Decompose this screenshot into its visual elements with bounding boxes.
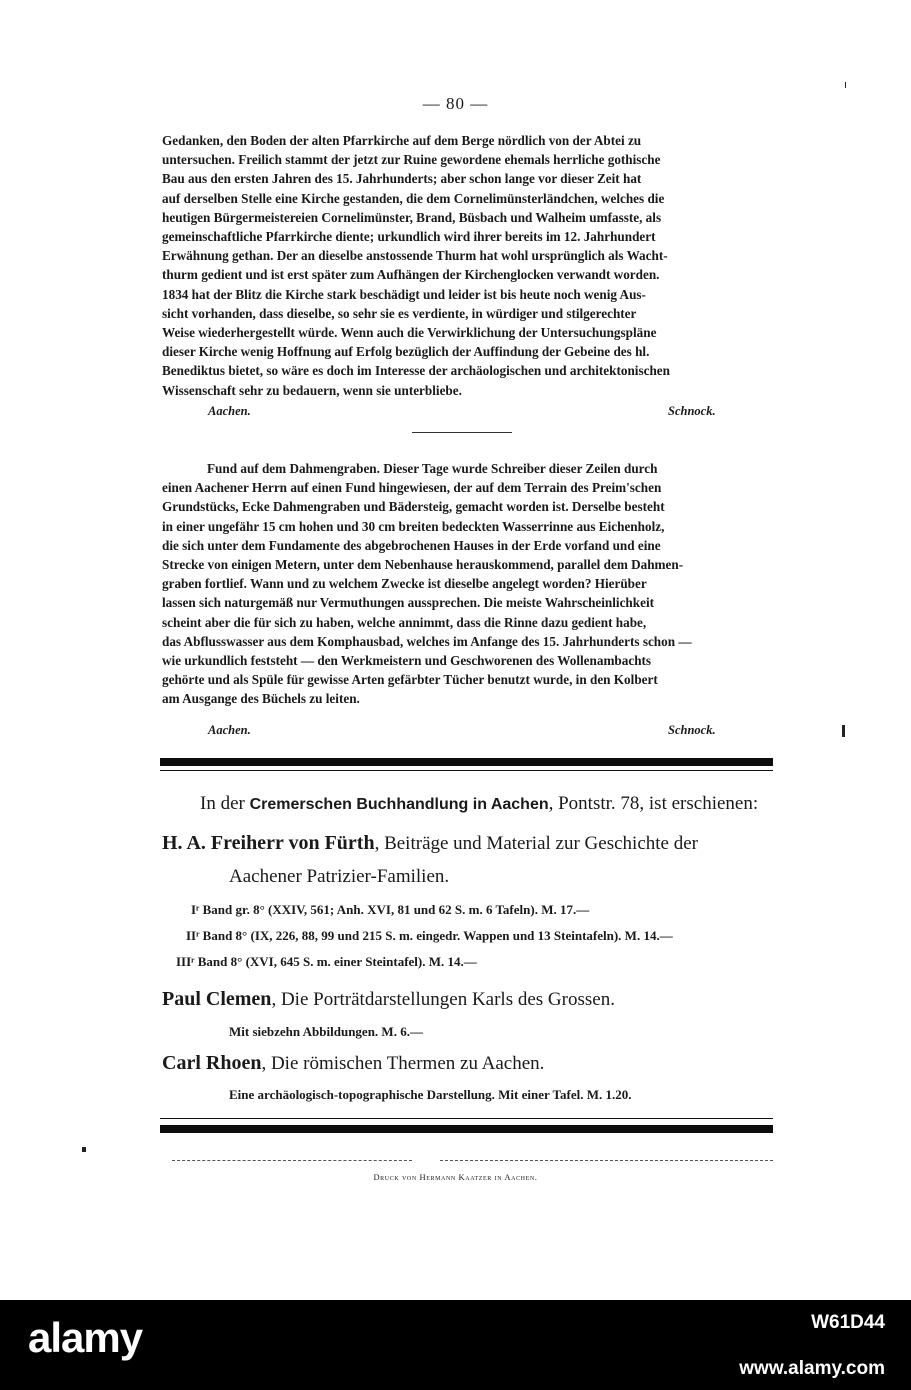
entry-rhoen-sub: Eine archäologisch-topographische Darstellung. Mit einer Tafel. M. 1.20.: [229, 1087, 632, 1102]
image-id: W61D44: [811, 1312, 885, 1333]
entry-clemen-sub: Mit siebzehn Abbildungen. M. 6.—: [229, 1024, 423, 1039]
article1-line: Weise wiederhergestellt würde. Wenn auch die Verwirklichung der Untersuchungspläne: [162, 325, 657, 341]
banner-url: www.alamy.com: [739, 1358, 885, 1379]
banner-info: [739, 1312, 885, 1380]
entry-fuerth-title-2: Aachener Patrizier-Familien.: [229, 866, 450, 887]
article2-line: einen Aachener Herrn auf einen Fund hingewiesen, der auf dem Terrain des Preim'schen: [162, 480, 662, 496]
margin-mark-small: [845, 82, 846, 88]
article1-line: Erwähnung gethan. Der an dieselbe anstossende Thurm hat wohl ursprünglich als Wacht-: [162, 248, 668, 264]
advert-top-rule-thick: [160, 758, 773, 766]
entry-fuerth-author: H. A. Freiherr von Fürth: [162, 832, 375, 854]
page-number: — 80 —: [422, 94, 489, 113]
article1-line: heutigen Bürgermeistereien Cornelimünster, Brand, Büsbach und Walheim umfasste, als: [162, 209, 662, 225]
advert-bottom-rule-thick: [160, 1125, 773, 1133]
advert-intro-post: , Pontstr. 78, ist erschienen:: [548, 793, 759, 814]
article1-line: Gedanken, den Boden der alten Pfarrkirche auf dem Berge nördlich von der Abtei zu: [162, 133, 642, 148]
entry-clemen-author: Paul Clemen: [162, 988, 272, 1010]
entry-rhoen-author: Carl Rhoen: [162, 1052, 262, 1074]
advert-bottom-rule-thin: [160, 1118, 773, 1119]
article1-line: Wissenschaft sehr zu bedauern, wenn sie unterbliebe.: [162, 382, 462, 398]
article1-line: dieser Kirche wenig Hoffnung auf Erfolg bezüglich der Auffindung der Gebeine des hl.: [162, 344, 650, 360]
alamy-logo: alamy: [28, 1314, 143, 1361]
article2-line: scheint aber die für sich zu haben, welche annimmt, dass die Rinne dazu gedient habe,: [162, 614, 647, 630]
advert-top-rule-thin: [160, 770, 773, 771]
article1-line: untersuchen. Freilich stammt der jetzt zur Ruine gewordene ehemals herrliche gothische: [162, 152, 661, 168]
article2-line: gehörte und als Spüle für gewisse Arten gefärbter Tücher benutzt wurde, in den Kolbert: [162, 672, 658, 688]
article2-line: die sich unter dem Fundamente des abgebrochenen Hauses in der Erde vorfand und eine: [162, 537, 661, 553]
entry-rhoen-title: , Die römischen Thermen zu Aachen.: [261, 1053, 545, 1074]
article2-first-line-text: Dieser Tage wurde Schreiber dieser Zeilen durch: [379, 461, 658, 476]
article2-line: Strecke von einigen Metern, unter dem Nebenhause herauskommend, parallel dem Dahmen-: [162, 557, 684, 573]
article1-line: gemeinschaftliche Pfarrkirche diente; urkundlich wird ihrer bereits im 12. Jahrhundert: [162, 229, 656, 245]
entry-fuerth: [162, 832, 698, 855]
article2-line: das Abflusswasser aus dem Komphausbad, welches im Anfange des 15. Jahrhunderts schon —: [162, 633, 692, 649]
margin-mark: [842, 725, 845, 737]
advert-intro: [200, 793, 758, 815]
article2-place: Aachen.: [208, 723, 251, 737]
article1-line: thurm gedient und ist erst später zum Aufhängen der Kirchenglocken verwandt worden.: [162, 267, 660, 283]
article2-line: am Ausgange des Büchels zu leiten.: [162, 691, 360, 707]
article2-first-line: [162, 459, 772, 478]
article1-line: Benediktus bietet, so wäre es doch im Interesse der archäologischen und architektonischen: [162, 363, 670, 379]
article2-line: graben fortlief. Wann und zu welchem Zwecke ist dieselbe angelegt worden? Hierüber: [162, 576, 647, 592]
article-fund-dahmengraben: [162, 459, 772, 709]
article1-place: Aachen.: [208, 404, 251, 418]
entry-fuerth-volume-2: IIʳ Band 8° (IX, 226, 88, 99 und 215 S. m. eingedr. Wappen und 13 Steintafeln). M. 14.—: [186, 928, 673, 943]
article-continuation: [162, 131, 772, 400]
margin-mark-corner: [82, 1147, 86, 1152]
article2-line: in einer ungefähr 15 cm hohen und 30 cm breiten bedeckten Wasserrinne aus Eichenholz,: [162, 518, 665, 534]
article1-line: Bau aus den ersten Jahren des 15. Jahrhunderts; aber schon lange vor dieser Zeit hat: [162, 171, 642, 187]
entry-clemen: [162, 988, 615, 1011]
entry-fuerth-volume-3: IIIʳ Band 8° (XVI, 645 S. m. einer Steintafel). M. 14.—: [176, 954, 477, 969]
article2-line: Grundstücks, Ecke Dahmengraben und Bädersteig, gemacht worden ist. Derselbe besteht: [162, 499, 665, 515]
article2-author: Schnock.: [668, 723, 716, 737]
entry-fuerth-volume-1: Iʳ Band gr. 8° (XXIV, 561; Anh. XVI, 81 und 62 S. m. 6 Tafeln). M. 17.—: [191, 902, 590, 917]
article2-heading: Fund auf dem Dahmengraben.: [207, 461, 380, 476]
article1-line: 1834 hat der Blitz die Kirche stark beschädigt und leider ist bis heute noch wenig Aus-: [162, 286, 646, 302]
entry-rhoen: [162, 1052, 544, 1075]
article1-author: Schnock.: [668, 404, 716, 418]
bookshop-name: Cremerschen Buchhandlung in Aachen: [249, 796, 549, 813]
imprint-rule-left: [172, 1160, 412, 1161]
article1-line: auf derselben Stelle eine Kirche gestanden, die dem Cornelimünsterländchen, welches die: [162, 190, 665, 206]
entry-fuerth-title: , Beiträge und Material zur Geschichte der: [374, 833, 698, 854]
article1-line: sicht vorhanden, dass dieselbe, so sehr sie es verdiente, in würdiger und stilgerechter: [162, 305, 637, 321]
advert-intro-pre: In der: [200, 793, 250, 814]
imprint-rule-right: [440, 1160, 773, 1161]
article2-line: wie urkundlich feststeht — den Werkmeistern und Geschworenen des Wollenambachts: [162, 653, 652, 669]
entry-clemen-title: , Die Porträtdarstellungen Karls des Grossen.: [271, 989, 615, 1010]
printer-imprint: Druck von Hermann Kaatzer in Aachen.: [373, 1172, 538, 1182]
article2-line: lassen sich naturgemäß nur Vermuthungen aussprechen. Die meiste Wahrscheinlichkeit: [162, 595, 655, 611]
section-divider: [412, 432, 512, 433]
stock-banner: [0, 1300, 911, 1390]
